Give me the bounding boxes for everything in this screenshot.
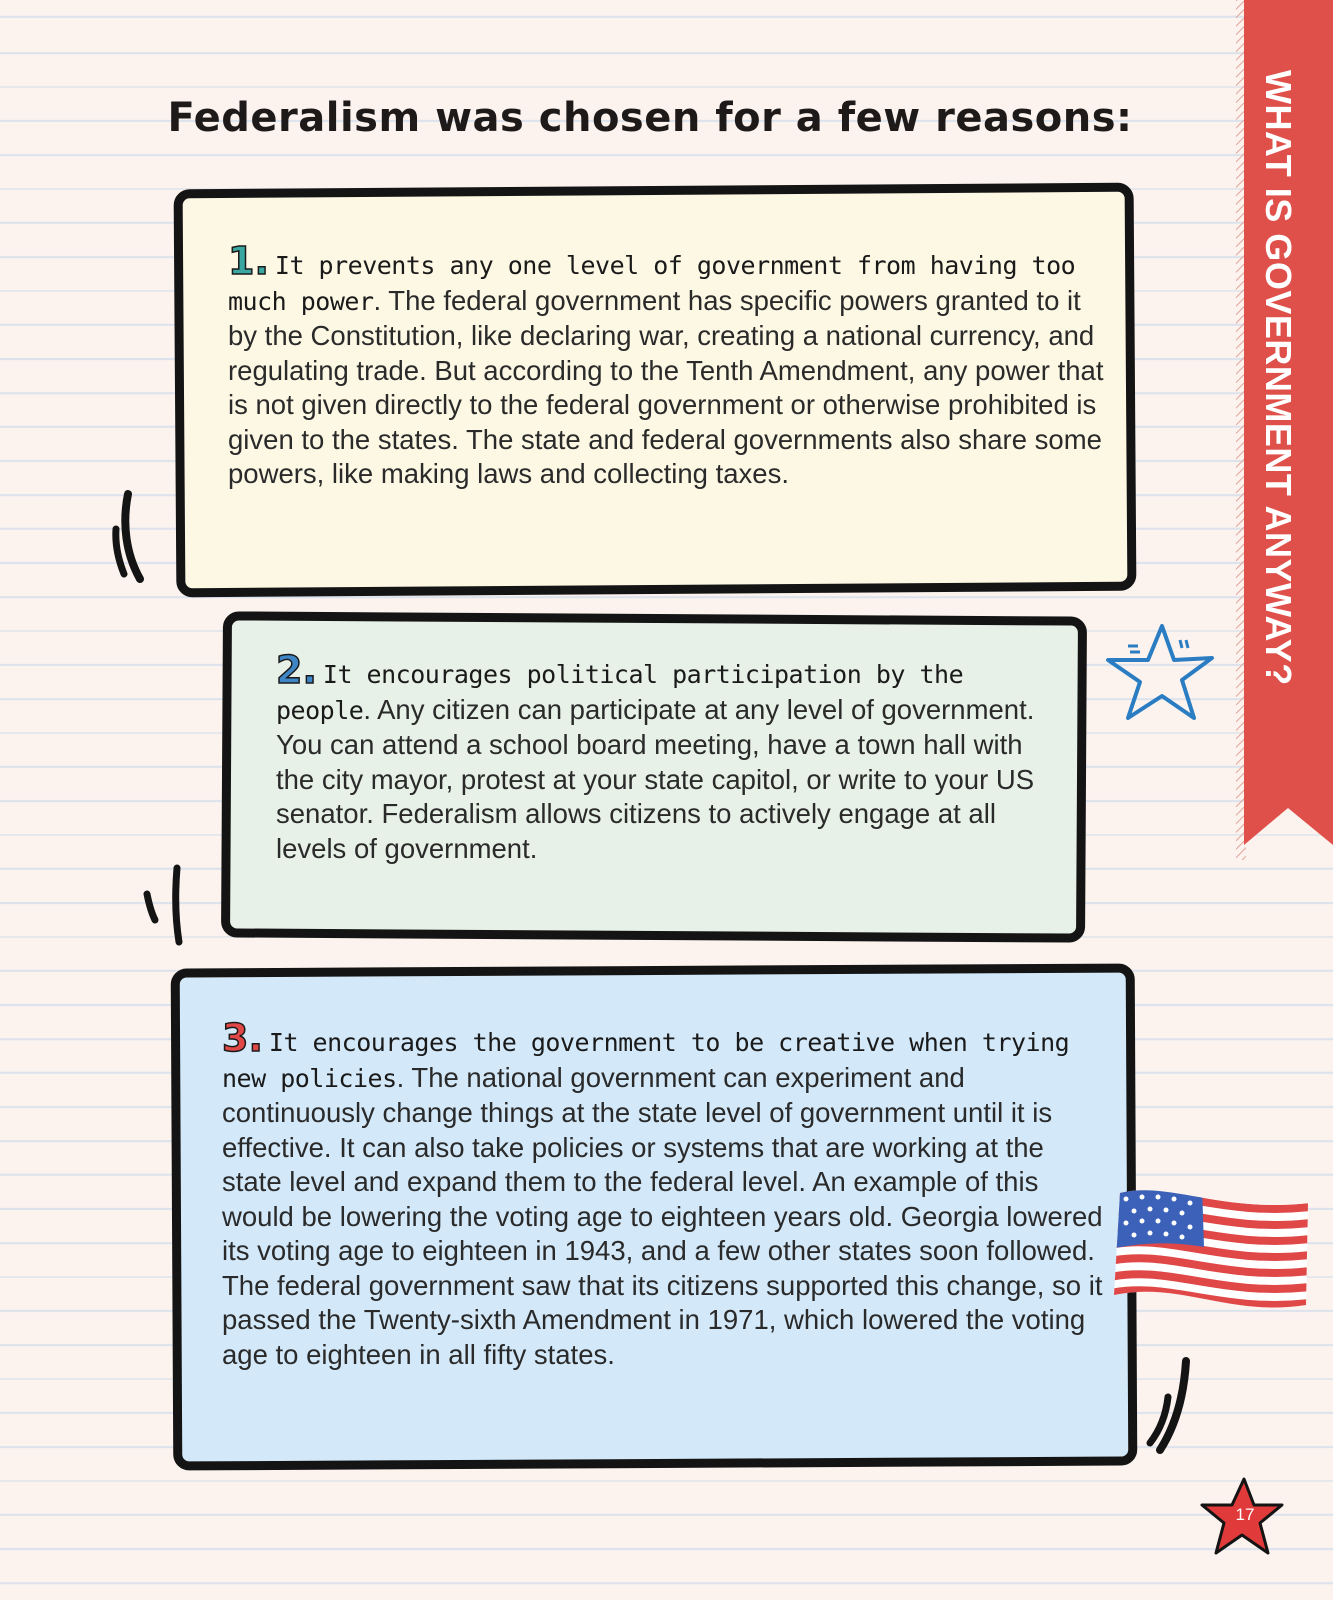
star-outline-icon [1100,620,1220,730]
reason-1-text [228,239,1108,492]
reason-1-number: 1. [228,239,269,283]
us-flag-icon [1110,1185,1310,1335]
reason-3-number: 3. [222,1016,263,1060]
reason-2-number: 2. [276,648,317,692]
reason-3-lead: It encourages the government to be creative when trying new policies [222,1028,1070,1093]
reason-3-body: . The national government can experiment and continuously change things at the state level of government until it is effective. It can also take policies or systems that are working at the state level and expand them to the federal level. An example of this would be lowering the voting age to eighteen years old. Georgia lowered its voting age to eighteen in 1943, and a few other states soon followed. The federal government saw that its citizens supported this change, so it passed the Twenty-sixth Amendment in 1971, which lowered the voting age to eighteen in all fifty states. [222,1061,1103,1370]
reason-2-body: . Any citizen can participate at any level of government. You can attend a school board meeting, have a town hall with the city mayor, protest at your state capitol, or write to your US senator. Federalism allows citizens to actively engage at all levels of government. [276,693,1035,864]
motion-lines-icon [1140,1355,1200,1465]
reason-3-text [222,1016,1107,1372]
side-tab-label: WHAT IS GOVERNMENT ANYWAY? [1258,70,1299,686]
reason-1-body: . The federal government has specific powers granted to it by the Constitution, like declaring war, creating a national currency, and regulating trade. But according to the Tenth Amendment, any power that is not given directly to the federal government or otherwise prohibited is given to the states. The state and federal governments also share some powers, like making laws and collecting taxes. [228,284,1104,489]
reason-2-text [276,648,1036,866]
motion-lines-icon [110,484,170,594]
reason-1-lead: It prevents any one level of government from having too much power [228,251,1076,316]
page-title: Federalism was chosen for a few reasons: [167,95,1133,141]
page-number: 17 [1235,1505,1255,1524]
reason-2-lead: It encourages political participation by the people [276,660,964,725]
motion-lines-icon [135,862,195,952]
